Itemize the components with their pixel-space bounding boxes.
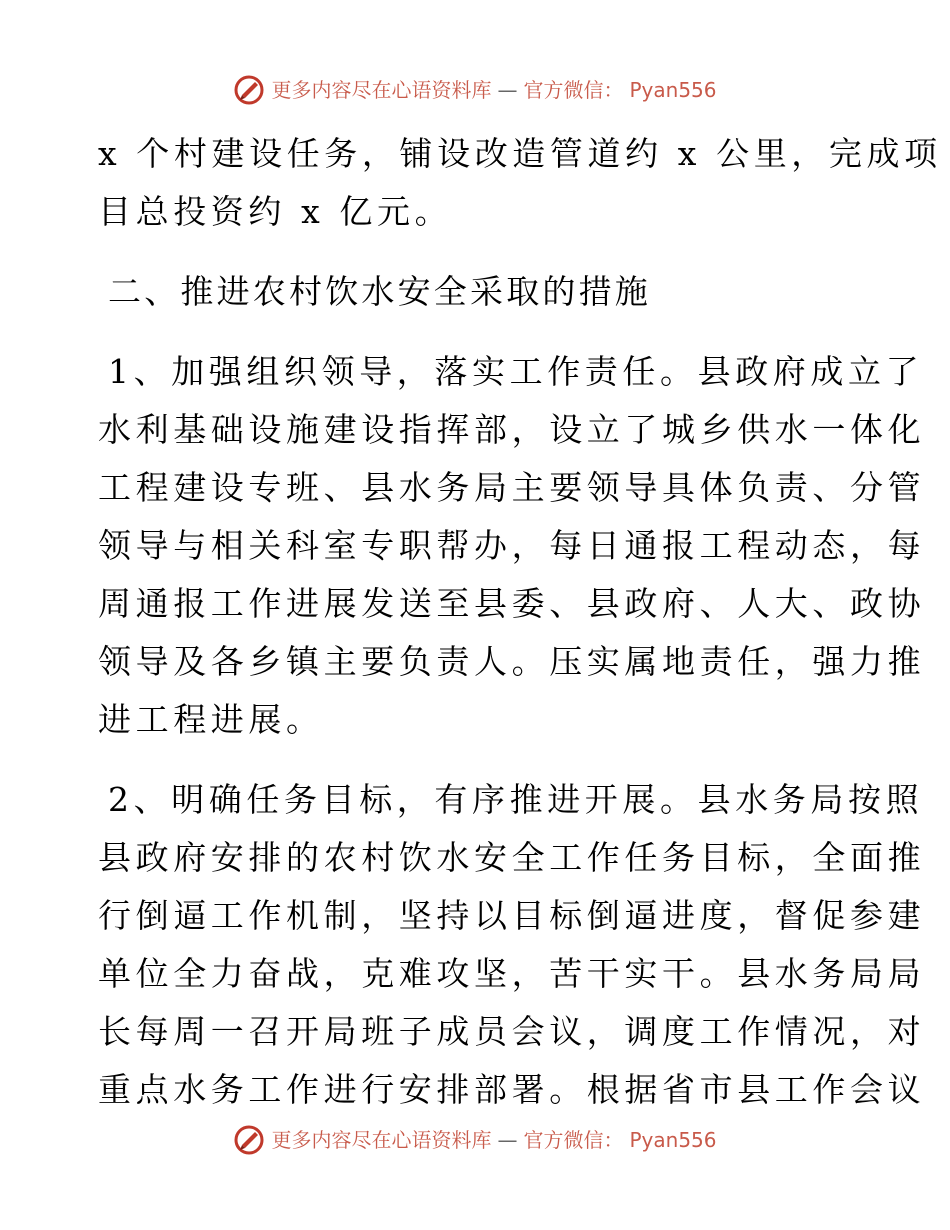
text-line: 领导与相关科室专职帮办，每日通报工程动态，每 [98,526,926,565]
text-line: 长每周一召开局班子成员会议，调度工作情况，对 [98,1012,926,1051]
text-line: 重点水务工作进行安排部署。根据省市县工作会议 [98,1070,926,1109]
text-line: 1、加强组织领导，落实工作责任。县政府成立了 [108,352,924,391]
watermark-wechat-id: Pyan556 [629,1128,717,1152]
watermark-brand: 更多内容尽在心语资料库 [271,78,492,102]
section-heading [98,263,852,321]
brand-logo-icon [233,74,265,106]
paragraph-1 [98,125,942,241]
text-line: 水利基础设施建设指挥部，设立了城乡供水一体化 [98,410,926,449]
document-body [98,125,942,1119]
text-line: 行倒逼工作机制，坚持以目标倒逼进度，督促参建 [98,896,926,935]
text-line: 2、明确任务目标，有序推进开展。县水务局按照 [108,780,924,819]
paragraph-4 [98,771,926,1119]
page-header-watermark [0,74,950,106]
brand-logo-icon [233,1124,265,1156]
watermark-separator: — [497,1128,518,1152]
text-line: 周通报工作进展发送至县委、县政府、人大、政协 [98,584,926,623]
text-line: 县政府安排的农村饮水安全工作任务目标，全面推 [98,838,926,877]
watermark-official: 官方微信： [523,78,624,102]
watermark-separator: — [497,78,518,102]
text-line: 目总投资约 x 亿元。 [98,192,453,231]
text-line: 工程建设专班、县水务局主要领导具体负责、分管 [98,468,926,507]
page-footer-watermark [0,1124,950,1156]
watermark-official: 官方微信： [523,1128,624,1152]
paragraph-3 [98,343,926,749]
watermark-brand: 更多内容尽在心语资料库 [271,1128,492,1152]
text-line: x 个村建设任务，铺设改造管道约 x 公里，完成项 [98,134,942,173]
text-line: 单位全力奋战，克难攻坚，苦干实干。县水务局局 [98,954,926,993]
section-heading-text: 二、推进农村饮水安全采取的措施 [108,272,651,311]
text-line: 进工程进展。 [98,700,324,739]
watermark-wechat-id: Pyan556 [629,78,717,102]
text-line: 领导及各乡镇主要负责人。压实属地责任，强力推 [98,642,926,681]
